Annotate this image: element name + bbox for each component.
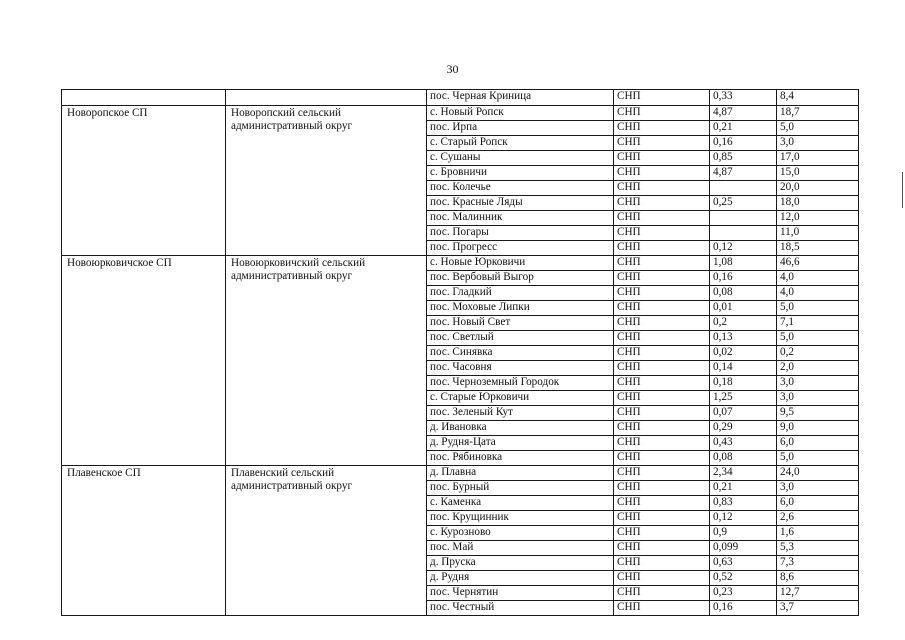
value1-cell: 0,099 — [710, 541, 777, 556]
locality-cell: с. Каменка — [427, 496, 614, 511]
type-cell: СНП — [614, 301, 710, 316]
type-cell: СНП — [614, 211, 710, 226]
locality-cell: пос. Рябиновка — [427, 451, 614, 466]
table-row — [62, 106, 859, 121]
type-cell: СНП — [614, 226, 710, 241]
type-cell: СНП — [614, 151, 710, 166]
value1-cell: 0,13 — [710, 331, 777, 346]
locality-cell: с. Новые Юрковичи — [427, 256, 614, 271]
locality-cell: д. Пруска — [427, 556, 614, 571]
value1-cell: 0,43 — [710, 436, 777, 451]
value2-cell: 4,0 — [777, 271, 859, 286]
type-cell: СНП — [614, 361, 710, 376]
type-cell: СНП — [614, 166, 710, 181]
locality-cell: д. Ивановка — [427, 421, 614, 436]
type-cell: СНП — [614, 481, 710, 496]
value2-cell: 18,0 — [777, 196, 859, 211]
locality-cell: пос. Прогресс — [427, 241, 614, 256]
value1-cell: 0,12 — [710, 511, 777, 526]
value1-cell: 0,9 — [710, 526, 777, 541]
value1-cell: 0,83 — [710, 496, 777, 511]
settlement-cell: Новоюрковичское СП — [62, 256, 226, 466]
locality-cell: пос. Крущинник — [427, 511, 614, 526]
type-cell: СНП — [614, 286, 710, 301]
locality-cell: пос. Светлый — [427, 331, 614, 346]
value1-cell: 0,12 — [710, 241, 777, 256]
locality-cell: пос. Малинник — [427, 211, 614, 226]
value1-cell: 0,25 — [710, 196, 777, 211]
value1-cell: 0,52 — [710, 571, 777, 586]
type-cell: СНП — [614, 466, 710, 481]
district-cell: Новоропский сельский административный округ — [226, 106, 427, 256]
value1-cell: 0,21 — [710, 121, 777, 136]
type-cell: СНП — [614, 556, 710, 571]
table-row — [62, 466, 859, 481]
value1-cell: 0,2 — [710, 316, 777, 331]
value2-cell: 5,0 — [777, 331, 859, 346]
value1-cell: 0,01 — [710, 301, 777, 316]
type-cell: СНП — [614, 421, 710, 436]
locality-cell: пос. Честный — [427, 601, 614, 616]
value1-cell: 0,16 — [710, 601, 777, 616]
value2-cell: 5,0 — [777, 451, 859, 466]
value2-cell: 18,5 — [777, 241, 859, 256]
value1-cell: 0,23 — [710, 586, 777, 601]
locality-cell: пос. Красные Ляды — [427, 196, 614, 211]
type-cell: СНП — [614, 241, 710, 256]
district-cell — [226, 90, 427, 106]
table-row — [62, 256, 859, 271]
type-cell: СНП — [614, 511, 710, 526]
value1-cell: 0,14 — [710, 361, 777, 376]
value2-cell: 6,0 — [777, 496, 859, 511]
value1-cell: 0,16 — [710, 136, 777, 151]
type-cell: СНП — [614, 586, 710, 601]
locality-cell: д. Рудня-Цата — [427, 436, 614, 451]
value1-cell: 4,87 — [710, 106, 777, 121]
locality-cell: пос. Моховые Липки — [427, 301, 614, 316]
locality-cell: пос. Ирпа — [427, 121, 614, 136]
value2-cell: 2,6 — [777, 511, 859, 526]
table-row — [62, 90, 859, 106]
locality-cell: пос. Синявка — [427, 346, 614, 361]
value2-cell: 6,0 — [777, 436, 859, 451]
locality-cell: д. Рудня — [427, 571, 614, 586]
value1-cell: 1,08 — [710, 256, 777, 271]
type-cell: СНП — [614, 526, 710, 541]
district-cell: Новоюрковичский сельский административный округ — [226, 256, 427, 466]
locality-cell: пос. Май — [427, 541, 614, 556]
locality-cell: с. Новый Ропск — [427, 106, 614, 121]
value2-cell: 3,0 — [777, 481, 859, 496]
type-cell: СНП — [614, 436, 710, 451]
value2-cell: 3,0 — [777, 376, 859, 391]
type-cell: СНП — [614, 271, 710, 286]
type-cell: СНП — [614, 121, 710, 136]
value2-cell: 8,4 — [777, 90, 859, 106]
type-cell: СНП — [614, 571, 710, 586]
value1-cell — [710, 181, 777, 196]
value1-cell: 0,33 — [710, 90, 777, 106]
value2-cell: 24,0 — [777, 466, 859, 481]
settlement-cell — [62, 90, 226, 106]
value2-cell: 3,0 — [777, 391, 859, 406]
value2-cell: 7,1 — [777, 316, 859, 331]
value2-cell: 5,0 — [777, 121, 859, 136]
value2-cell: 12,7 — [777, 586, 859, 601]
value2-cell: 15,0 — [777, 166, 859, 181]
type-cell: СНП — [614, 496, 710, 511]
type-cell: СНП — [614, 391, 710, 406]
page-number: 30 — [446, 62, 459, 76]
type-cell: СНП — [614, 106, 710, 121]
settlements-table — [61, 89, 859, 616]
value1-cell — [710, 211, 777, 226]
type-cell: СНП — [614, 136, 710, 151]
locality-cell: пос. Часовня — [427, 361, 614, 376]
locality-cell: пос. Бурный — [427, 481, 614, 496]
value1-cell: 2,34 — [710, 466, 777, 481]
value2-cell: 11,0 — [777, 226, 859, 241]
locality-cell: пос. Черноземный Городок — [427, 376, 614, 391]
type-cell: СНП — [614, 331, 710, 346]
type-cell: СНП — [614, 196, 710, 211]
type-cell: СНП — [614, 376, 710, 391]
value2-cell: 7,3 — [777, 556, 859, 571]
value1-cell: 0,29 — [710, 421, 777, 436]
value2-cell: 5,3 — [777, 541, 859, 556]
type-cell: СНП — [614, 406, 710, 421]
locality-cell: пос. Зеленый Кут — [427, 406, 614, 421]
type-cell: СНП — [614, 316, 710, 331]
locality-cell: пос. Новый Свет — [427, 316, 614, 331]
locality-cell: д. Плавна — [427, 466, 614, 481]
value2-cell: 12,0 — [777, 211, 859, 226]
locality-cell: пос. Погары — [427, 226, 614, 241]
scan-edge-mark — [902, 172, 903, 208]
value1-cell: 0,16 — [710, 271, 777, 286]
locality-cell: с. Бровничи — [427, 166, 614, 181]
value1-cell: 0,07 — [710, 406, 777, 421]
value1-cell: 0,18 — [710, 376, 777, 391]
locality-cell: с. Старые Юрковичи — [427, 391, 614, 406]
value2-cell: 46,6 — [777, 256, 859, 271]
locality-cell: с. Курозново — [427, 526, 614, 541]
value1-cell: 0,08 — [710, 286, 777, 301]
value2-cell: 3,0 — [777, 136, 859, 151]
locality-cell: с. Старый Ропск — [427, 136, 614, 151]
type-cell: СНП — [614, 451, 710, 466]
value1-cell: 1,25 — [710, 391, 777, 406]
locality-cell: пос. Колечье — [427, 181, 614, 196]
value1-cell — [710, 226, 777, 241]
type-cell: СНП — [614, 181, 710, 196]
type-cell: СНП — [614, 256, 710, 271]
locality-cell: пос. Гладкий — [427, 286, 614, 301]
value2-cell: 18,7 — [777, 106, 859, 121]
value1-cell: 0,85 — [710, 151, 777, 166]
locality-cell: пос. Вербовый Выгор — [427, 271, 614, 286]
locality-cell: с. Сушаны — [427, 151, 614, 166]
value1-cell: 0,02 — [710, 346, 777, 361]
value2-cell: 9,5 — [777, 406, 859, 421]
value2-cell: 3,7 — [777, 601, 859, 616]
type-cell: СНП — [614, 541, 710, 556]
value2-cell: 4,0 — [777, 286, 859, 301]
value1-cell: 0,08 — [710, 451, 777, 466]
value1-cell: 4,87 — [710, 166, 777, 181]
settlement-cell: Новоропское СП — [62, 106, 226, 256]
value1-cell: 0,63 — [710, 556, 777, 571]
type-cell: СНП — [614, 90, 710, 106]
type-cell: СНП — [614, 601, 710, 616]
locality-cell: пос. Черная Криница — [427, 90, 614, 106]
value2-cell: 1,6 — [777, 526, 859, 541]
settlements-table-body — [62, 90, 859, 616]
value2-cell: 0,2 — [777, 346, 859, 361]
value1-cell: 0,21 — [710, 481, 777, 496]
district-cell: Плавенский сельский административный округ — [226, 466, 427, 616]
value2-cell: 20,0 — [777, 181, 859, 196]
value2-cell: 17,0 — [777, 151, 859, 166]
value2-cell: 2,0 — [777, 361, 859, 376]
value2-cell: 9,0 — [777, 421, 859, 436]
value2-cell: 8,6 — [777, 571, 859, 586]
locality-cell: пос. Чернятин — [427, 586, 614, 601]
type-cell: СНП — [614, 346, 710, 361]
value2-cell: 5,0 — [777, 301, 859, 316]
settlement-cell: Плавенское СП — [62, 466, 226, 616]
